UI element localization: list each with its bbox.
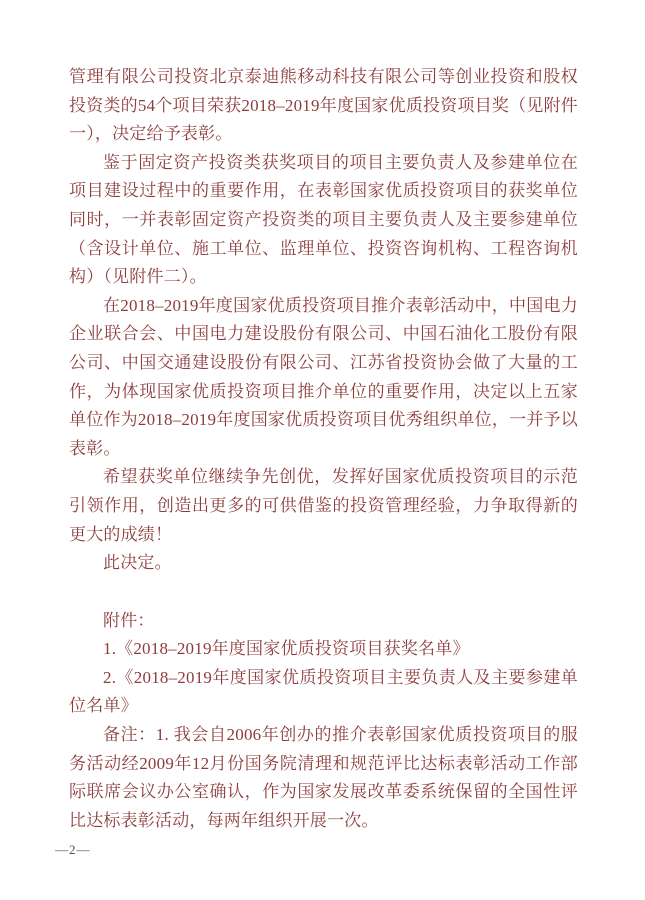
paragraph: 鉴于固定资产投资类获奖项目的项目主要负责人及参建单位在项目建设过程中的重要作用，在表彰国家优质投资项目的获奖单位同时，一并表彰固定资产投资类的项目主要负责人及主要参建单位（含设计单位、施工单位、监理单位、投资咨询机构、工程咨询机构）（见附件二）。	[69, 152, 578, 287]
paragraph: 在2018–2019年度国家优质投资项目推介表彰活动中，中国电力企业联合会、中国电力建设股份有限公司、中国石油化工股份有限公司、中国交通建设股份有限公司、江苏省投资协会做了大量的工作，为体现国家优质投资项目推介单位的重要作用，决定以上五家单位作为2018–2019年度国家优质投资项目优秀组织单位，一并予以表彰。	[69, 295, 578, 458]
paragraph-closing: 此决定。	[103, 553, 172, 573]
document-body	[69, 63, 578, 835]
attachment-item-1: 1.《2018–2019年度国家优质投资项目获奖名单》	[103, 639, 470, 659]
remarks-paragraph: 备注：1. 我会自2006年创办的推介表彰国家优质投资项目的服务活动经2009年12月份国务院清理和规范评比达标表彰活动工作部际联席会议办公室确认，作为国家发展改革委系统保留的全国性评比达标表彰活动，每两年组织开展一次。	[69, 725, 578, 830]
blank-line	[69, 578, 578, 607]
attachment-item-2: 2.《2018–2019年度国家优质投资项目主要负责人及主要参建单位名单》	[69, 667, 578, 716]
paragraph: 希望获奖单位继续争先创优，发挥好国家优质投资项目的示范引领作用，创造出更多的可供借鉴的投资管理经验，力争取得新的更大的成绩！	[69, 467, 578, 544]
page-number: —2—	[55, 842, 91, 857]
attachments-heading: 附件：	[103, 610, 155, 630]
paragraph-continuation: 管理有限公司投资北京泰迪熊移动科技有限公司等创业投资和股权投资类的54个项目荣获2018–2019年度国家优质投资项目奖（见附件一），决定给予表彰。	[69, 67, 578, 144]
